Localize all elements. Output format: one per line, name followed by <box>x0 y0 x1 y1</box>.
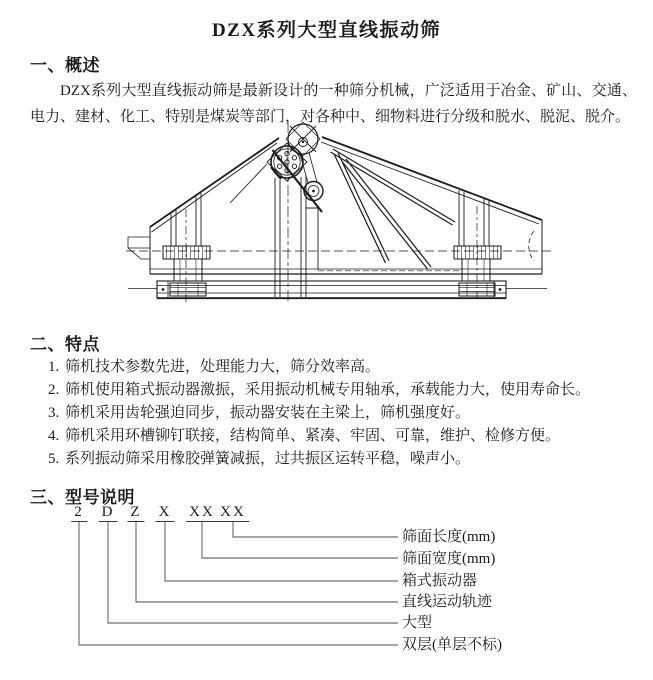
model-label: 直线运动轨迹 <box>402 594 493 610</box>
model-heading: 三、型号说明 <box>30 488 135 507</box>
vibrating-screen-diagram-icon <box>0 118 653 310</box>
model-code-char: Z <box>127 504 144 522</box>
feature-number: 5. <box>48 451 60 467</box>
overview-paragraph: DZX系列大型直线振动筛是最新设计的一种筛分机械，广泛适用于冶金、矿山、交通、电力、建材、化工、特别是煤炭等部门，对各种中、细物料进行分级和脱水、脱泥、脱介。 <box>30 83 637 125</box>
model-label: 双层(单层不标) <box>402 637 502 653</box>
model-code-char: XX <box>186 504 218 522</box>
model-code-char: X <box>156 504 175 522</box>
overview-heading: 一、概述 <box>30 56 100 75</box>
feature-number: 3. <box>48 405 60 421</box>
model-label: 筛面长度(mm) <box>402 529 496 545</box>
features-heading: 二、特点 <box>30 335 100 354</box>
feature-text: 筛机使用箱式振动器激振，采用振动机械专用轴承，承载能力大，使用寿命长。 <box>65 382 591 398</box>
feature-item <box>0 402 653 425</box>
model-label: 箱式振动器 <box>402 573 478 589</box>
feature-item <box>0 425 653 448</box>
feature-number: 4. <box>48 428 60 444</box>
feature-item <box>0 356 653 379</box>
feature-text: 筛机采用齿轮强迫同步，振动器安装在主梁上，筛机强度好。 <box>65 405 471 421</box>
drive-belt <box>230 150 322 212</box>
feature-number: 2. <box>48 382 60 398</box>
tension-pulley <box>304 182 323 201</box>
feature-item <box>0 448 653 471</box>
feature-text: 筛机技术参数先进，处理能力大，筛分效率高。 <box>65 359 381 375</box>
vibrator-flywheel <box>267 143 307 181</box>
motor-wheel <box>286 122 320 156</box>
model-code-char: 2 <box>71 504 87 522</box>
feature-text: 系列振动筛采用橡胶弹簧减振，过共振区运转平稳，噪声小。 <box>65 451 471 467</box>
feature-number: 1. <box>48 359 60 375</box>
feature-text: 筛机采用环槽铆钉联接，结构简单、紧凑、牢固、可靠，维护、检修方便。 <box>65 428 561 444</box>
features-list <box>0 356 653 471</box>
model-label: 大型 <box>402 615 433 631</box>
page-title: DZX系列大型直线振动筛 <box>211 20 442 41</box>
feature-item <box>0 379 653 402</box>
model-code-char: XX <box>217 504 249 522</box>
model-code-char: D <box>99 504 118 522</box>
model-label: 筛面宽度(mm) <box>402 551 496 567</box>
